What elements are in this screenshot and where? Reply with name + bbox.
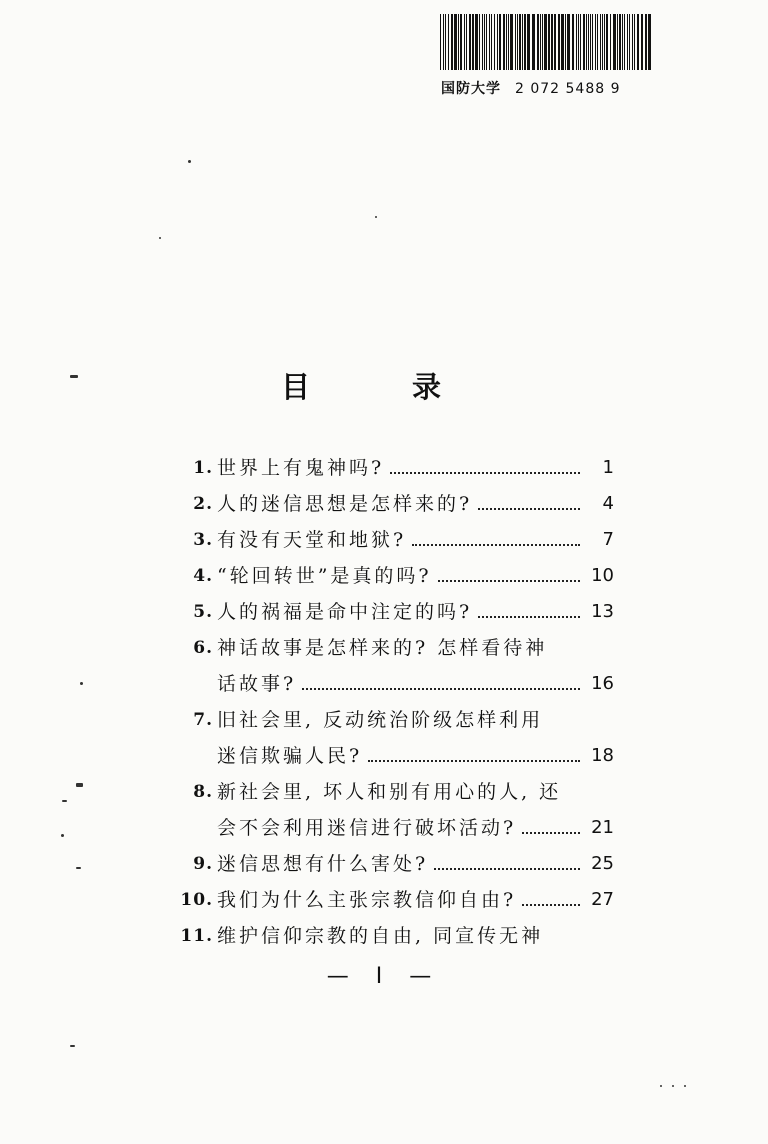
scan-speck xyxy=(70,1045,75,1047)
barcode-bar xyxy=(551,14,553,70)
barcode-bar xyxy=(448,14,449,70)
barcode-bar xyxy=(522,14,523,70)
barcode-bar xyxy=(460,14,462,70)
page-title: 目 录 xyxy=(280,370,488,404)
barcode-bar xyxy=(497,14,498,70)
barcode-bar xyxy=(565,14,566,70)
barcode-bar xyxy=(464,14,465,70)
barcode-bar xyxy=(602,14,603,70)
toc-entry xyxy=(168,878,614,914)
toc-leader-dots xyxy=(434,868,580,870)
table-of-contents xyxy=(168,446,614,950)
barcode-bar xyxy=(482,14,483,70)
toc-entry xyxy=(168,662,614,698)
toc-leader-dots xyxy=(412,544,580,546)
toc-entry-title: 新社会里, 坏人和别有用心的人, 还 xyxy=(217,781,562,803)
toc-entry-title: 会不会利用迷信进行破坏活动? xyxy=(217,817,517,839)
toc-entry xyxy=(168,626,614,662)
toc-entry-number: 7. xyxy=(193,710,213,730)
toc-entry-number: 1. xyxy=(193,458,213,478)
toc-entry-title: “轮回转世”是真的吗? xyxy=(217,565,432,587)
toc-entry xyxy=(168,590,614,626)
toc-entry xyxy=(168,770,614,806)
barcode-bar xyxy=(532,14,535,70)
toc-entry xyxy=(168,554,614,590)
barcode-bar xyxy=(572,14,574,70)
toc-entry-title: 人的祸福是命中注定的吗? xyxy=(217,601,473,623)
toc-entry xyxy=(168,842,614,878)
scan-speck xyxy=(188,160,191,163)
toc-page-number: 27 xyxy=(591,889,614,910)
toc-entry-number: 2. xyxy=(193,494,213,514)
toc-page-number: 21 xyxy=(591,817,614,838)
toc-entry-title: 维护信仰宗教的自由, 同宣传无神 xyxy=(217,925,544,947)
barcode-bar xyxy=(641,14,643,70)
barcode-caption xyxy=(441,78,621,98)
scan-speck xyxy=(61,834,64,837)
barcode-bar xyxy=(595,14,596,70)
barcode-bar xyxy=(542,14,543,70)
barcode-bar xyxy=(619,14,621,70)
barcode-bar xyxy=(491,14,492,70)
toc-entry-title: 有没有天堂和地狱? xyxy=(217,529,407,551)
barcode-bar xyxy=(627,14,628,70)
barcode-bar xyxy=(567,14,570,70)
scan-speck xyxy=(375,216,377,218)
toc-leader-dots xyxy=(368,760,580,762)
barcode-bar xyxy=(600,14,601,70)
barcode-bar xyxy=(527,14,530,70)
barcode-bar xyxy=(624,14,625,70)
toc-leader-dots xyxy=(522,904,580,906)
barcode-bar xyxy=(561,14,564,70)
barcode-bar xyxy=(469,14,471,70)
toc-entry-number: 11. xyxy=(180,926,213,946)
barcode-bar xyxy=(451,14,453,70)
barcode-bar xyxy=(472,14,474,70)
toc-leader-dots xyxy=(438,580,580,582)
barcode-bar xyxy=(645,14,647,70)
barcode-bar xyxy=(617,14,618,70)
barcode-bar xyxy=(544,14,547,70)
scan-speck xyxy=(76,867,81,869)
barcode-bar xyxy=(637,14,639,70)
toc-entry xyxy=(168,446,614,482)
barcode-bar xyxy=(629,14,630,70)
barcode-bar xyxy=(537,14,539,70)
barcode-bar xyxy=(486,14,487,70)
toc-entry-number: 6. xyxy=(193,638,213,658)
toc-page-number: 25 xyxy=(591,853,614,874)
barcode-bar xyxy=(558,14,560,70)
toc-leader-dots xyxy=(302,688,580,690)
barcode-bar xyxy=(503,14,505,70)
toc-leader-dots xyxy=(390,472,580,474)
scan-speck xyxy=(80,682,83,685)
barcode-bar xyxy=(508,14,509,70)
toc-entry-number: 4. xyxy=(193,566,213,586)
barcode-bar xyxy=(494,14,495,70)
barcode-bar xyxy=(592,14,593,70)
barcode xyxy=(438,14,652,70)
barcode-bar xyxy=(648,14,651,70)
toc-leader-dots xyxy=(478,616,580,618)
barcode-bar xyxy=(499,14,501,70)
toc-entry-title: 迷信欺骗人民? xyxy=(217,745,363,767)
barcode-bar xyxy=(540,14,541,70)
toc-entry-title: 我们为什么主张宗教信仰自由? xyxy=(217,889,517,911)
toc-entry-number: 9. xyxy=(193,854,213,874)
toc-entry xyxy=(168,806,614,842)
barcode-bar xyxy=(610,14,611,70)
barcode-bar xyxy=(466,14,467,70)
barcode-bar xyxy=(440,14,441,70)
barcode-number: 2 072 5488 9 xyxy=(515,81,621,97)
toc-entry xyxy=(168,914,614,950)
toc-entry-title: 神话故事是怎样来的? 怎样看待神 xyxy=(217,637,548,659)
barcode-bar xyxy=(604,14,605,70)
barcode-bar xyxy=(479,14,480,70)
barcode-bar xyxy=(489,14,490,70)
barcode-bar xyxy=(458,14,459,70)
toc-entry-number: 10. xyxy=(180,890,213,910)
barcode-bar xyxy=(475,14,478,70)
toc-entry-title: 旧社会里, 反动统治阶级怎样利用 xyxy=(217,709,544,731)
toc-entry-title: 人的迷信思想是怎样来的? xyxy=(217,493,473,515)
toc-page-number: 1 xyxy=(602,457,614,478)
toc-entry-title: 迷信思想有什么害处? xyxy=(217,853,429,875)
toc-entry-number: 5. xyxy=(193,602,213,622)
toc-entry-number: 3. xyxy=(193,530,213,550)
barcode-bar xyxy=(524,14,526,70)
toc-entry xyxy=(168,482,614,518)
barcode-bar xyxy=(590,14,591,70)
barcode-bar xyxy=(554,14,556,70)
library-label: 国防大学 xyxy=(441,81,501,97)
barcode-bar xyxy=(606,14,608,70)
scan-speck xyxy=(660,1085,662,1087)
barcode-bar xyxy=(580,14,581,70)
toc-entry-number: 8. xyxy=(193,782,213,802)
barcode-bar xyxy=(597,14,598,70)
toc-entry xyxy=(168,734,614,770)
barcode-bar xyxy=(443,14,444,70)
scan-speck xyxy=(76,783,83,787)
scan-speck xyxy=(684,1085,686,1087)
toc-entry-title: 话故事? xyxy=(217,673,297,695)
toc-page-number: 16 xyxy=(591,673,614,694)
scan-speck xyxy=(62,800,67,802)
barcode-bar xyxy=(632,14,633,70)
barcode-bar xyxy=(548,14,550,70)
barcode-bar xyxy=(515,14,516,70)
barcode-bar xyxy=(588,14,589,70)
barcode-bar xyxy=(506,14,507,70)
toc-leader-dots xyxy=(522,832,580,834)
barcode-bar xyxy=(576,14,577,70)
barcode-bar xyxy=(586,14,587,70)
barcode-bar xyxy=(583,14,585,70)
toc-page-number: 7 xyxy=(602,529,614,550)
toc-page-number: 10 xyxy=(591,565,614,586)
scan-speck xyxy=(159,237,161,239)
barcode-bar xyxy=(484,14,485,70)
toc-page-number: 13 xyxy=(591,601,614,622)
barcode-bar xyxy=(454,14,457,70)
barcode-bar xyxy=(622,14,623,70)
barcode-bar xyxy=(634,14,635,70)
barcode-bar xyxy=(517,14,518,70)
barcode-bar xyxy=(613,14,616,70)
toc-entry xyxy=(168,518,614,554)
toc-page-number: 18 xyxy=(591,745,614,766)
page-number-footer: — I — xyxy=(326,964,442,989)
scan-speck xyxy=(672,1085,674,1087)
toc-entry xyxy=(168,698,614,734)
barcode-bar xyxy=(510,14,513,70)
toc-leader-dots xyxy=(478,508,580,510)
toc-page-number: 4 xyxy=(602,493,614,514)
barcode-bar xyxy=(519,14,521,70)
barcode-bar xyxy=(445,14,446,70)
barcode-bar xyxy=(578,14,579,70)
toc-entry-title: 世界上有鬼神吗? xyxy=(217,457,385,479)
